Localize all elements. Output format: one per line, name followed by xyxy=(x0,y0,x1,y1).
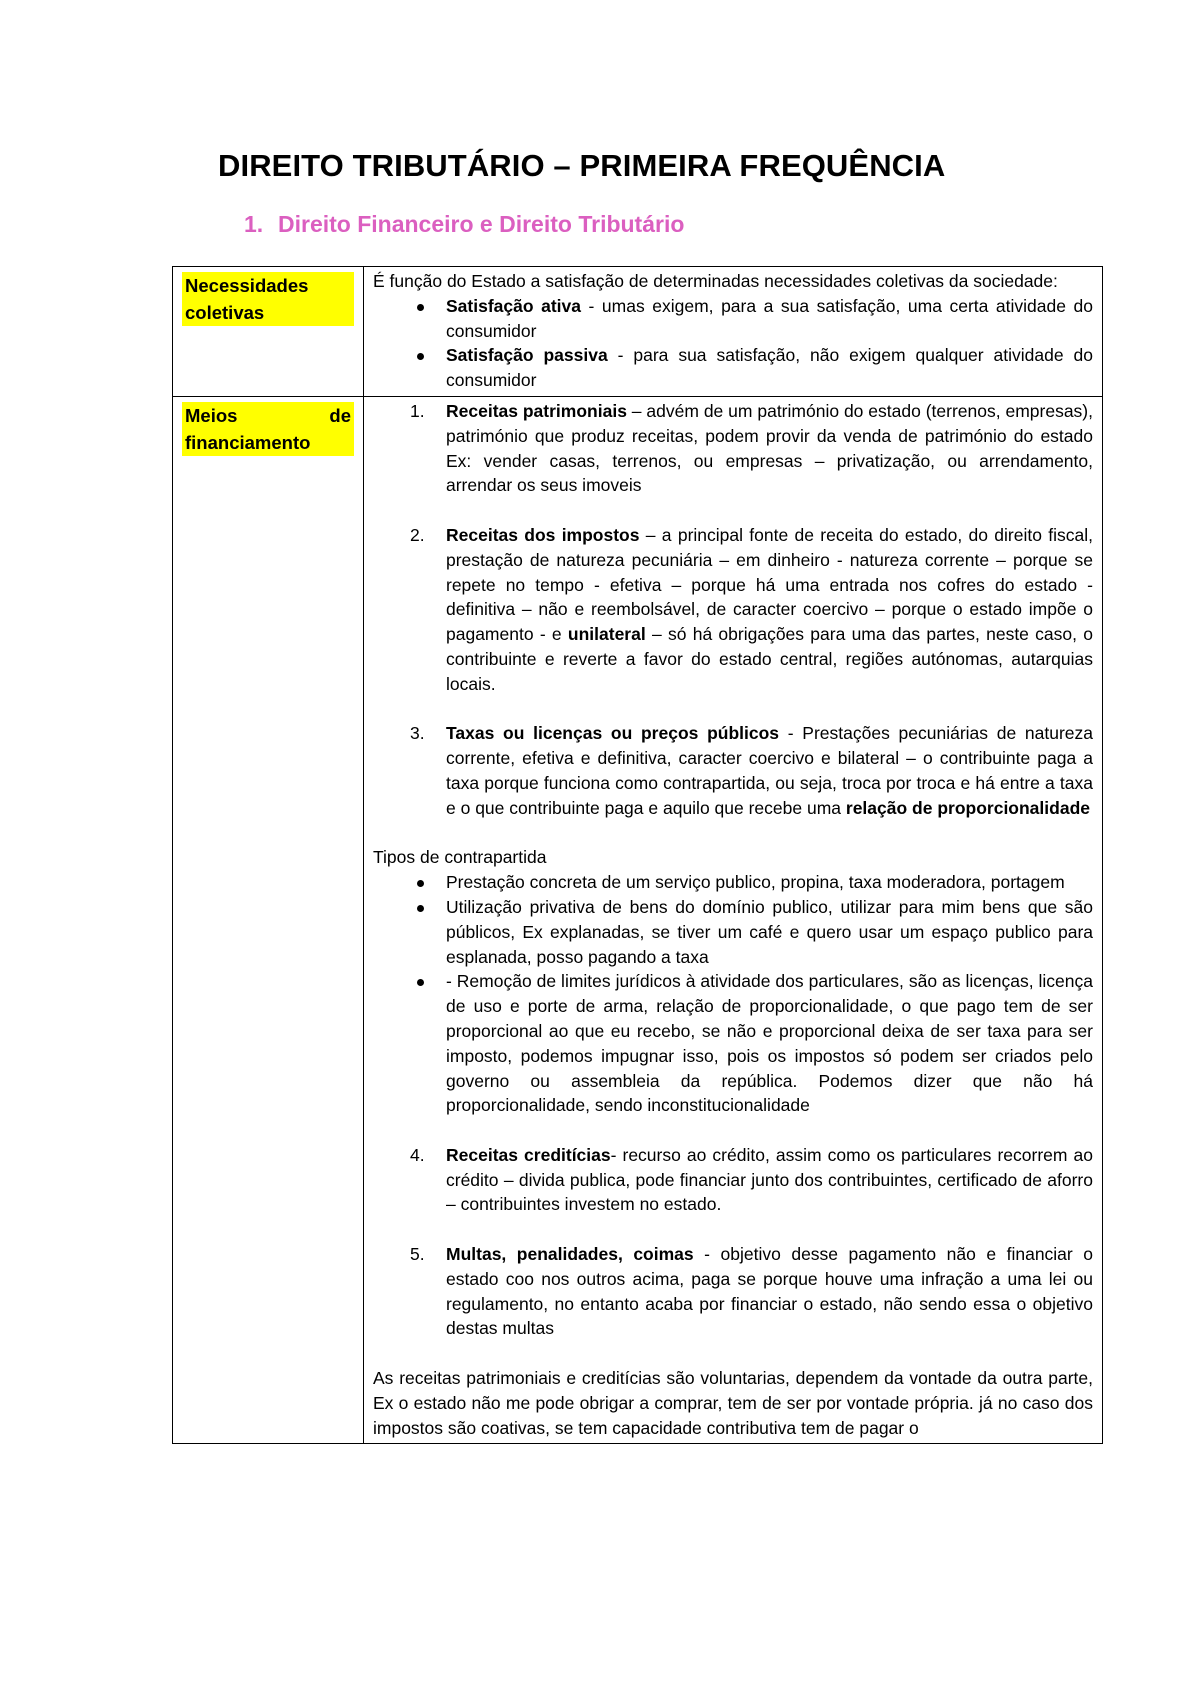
paragraph: É função do Estado a satisfação de determinadas necessidades coletivas da sociedade: xyxy=(373,271,1058,291)
paragraph: Tipos de contrapartida xyxy=(373,847,547,868)
paragraph: As receitas patrimoniais e creditícias são voluntarias, dependem da vontade da outra parte, Ex o estado não me pode obrigar a comprar, tem de ser por vontade própria. já no caso dos impostos são coativas, se tem capacidade contributiva tem de pagar o xyxy=(373,1368,1093,1438)
section-heading xyxy=(244,211,684,238)
row-label-necessidades: Necessidades coletivas xyxy=(182,272,354,326)
list-item: Satisfação passiva - para sua satisfação, não exigem qualquer atividade do consumidor xyxy=(373,343,1093,393)
numbered-list xyxy=(373,1143,1093,1341)
row-label-meios: Meios de financiamento xyxy=(182,402,354,456)
list-item: 1. Receitas patrimoniais – advém de um património do estado (terrenos, empresas), património que produz receitas, podem provir da venda de património do estado Ex: vender casas, terrenos, ou empresas – privatização, ou arrendamento, arrendar os seus imoveis xyxy=(410,400,1093,496)
content-table xyxy=(172,266,1103,1444)
bullet-list xyxy=(373,870,1093,1118)
row-label-cell xyxy=(173,396,364,1443)
numbered-list xyxy=(373,399,1093,821)
table-row xyxy=(173,396,1103,1443)
list-item: 4. Receitas creditícias- recurso ao crédito, assim como os particulares recorrem ao crédito – divida publica, pode financiar junto dos contribuintes, certificado de aforro – contribuintes investem no estado. xyxy=(410,1144,1093,1215)
row-content-cell xyxy=(364,267,1103,397)
page-title: DIREITO TRIBUTÁRIO – PRIMEIRA FREQUÊNCIA xyxy=(218,148,946,183)
section-title: Direito Financeiro e Direito Tributário xyxy=(278,211,685,237)
list-item: 3. Taxas ou licenças ou preços públicos - Prestações pecuniárias de natureza corrente, efetiva e definitiva, caracter coercivo e bilateral – o contribuinte paga a taxa porque funciona como contrapartida, ou seja, troca por troca e há entre a taxa e o que contribuinte paga e aquilo que recebe uma relação de proporcionalidade xyxy=(410,723,1093,818)
list-item: - Remoção de limites jurídicos à atividade dos particulares, são as licenças, licença de uso e porte de arma, relação de proporcionalidade, o que pago tem de ser proporcional ao que eu recebo, se não e proporcional deixa de ser taxa para ser imposto, podemos impugnar isso, pois os impostos só podem ser criados pelo governo ou assembleia da república. Podemos dizer que não há proporcionalidade, sendo inconstitucionalidade xyxy=(373,969,1093,1118)
table-row xyxy=(173,267,1103,397)
bullet-list xyxy=(373,294,1093,393)
list-item: 5. Multas, penalidades, coimas - objetivo desse pagamento não e financiar o estado coo nos outros acima, paga se porque houve uma infração a uma lei ou regulamento, no entanto acaba por financiar o estado, não sendo essa o objetivo destas multas xyxy=(410,1244,1093,1339)
list-item: Utilização privativa de bens do domínio publico, utilizar para mim bens que são públicos, Ex explanadas, se tiver um café e quero usar um espaço publico para esplanada, posso pagando a taxa xyxy=(373,895,1093,969)
row-content-cell xyxy=(364,396,1103,1443)
list-item: Prestação concreta de um serviço publico, propina, taxa moderadora, portagem xyxy=(373,870,1093,895)
section-number: 1. xyxy=(244,211,264,237)
list-item: Satisfação ativa - umas exigem, para a sua satisfação, uma certa atividade do consumidor xyxy=(373,294,1093,344)
list-item: 2. Receitas dos impostos – a principal fonte de receita do estado, do direito fiscal, prestação de natureza pecuniária – em dinheiro - natureza corrente – porque se repete no tempo - efetiva – porque há uma entrada nos cofres do estado - definitiva – não e reembolsável, de caracter coercivo – porque o estado impõe o pagamento - e unilateral – só há obrigações para uma das partes, neste caso, o contribuinte e reverte a favor do estado central, regiões autónomas, autarquias locais. xyxy=(410,524,1093,694)
row-label-cell xyxy=(173,267,364,397)
